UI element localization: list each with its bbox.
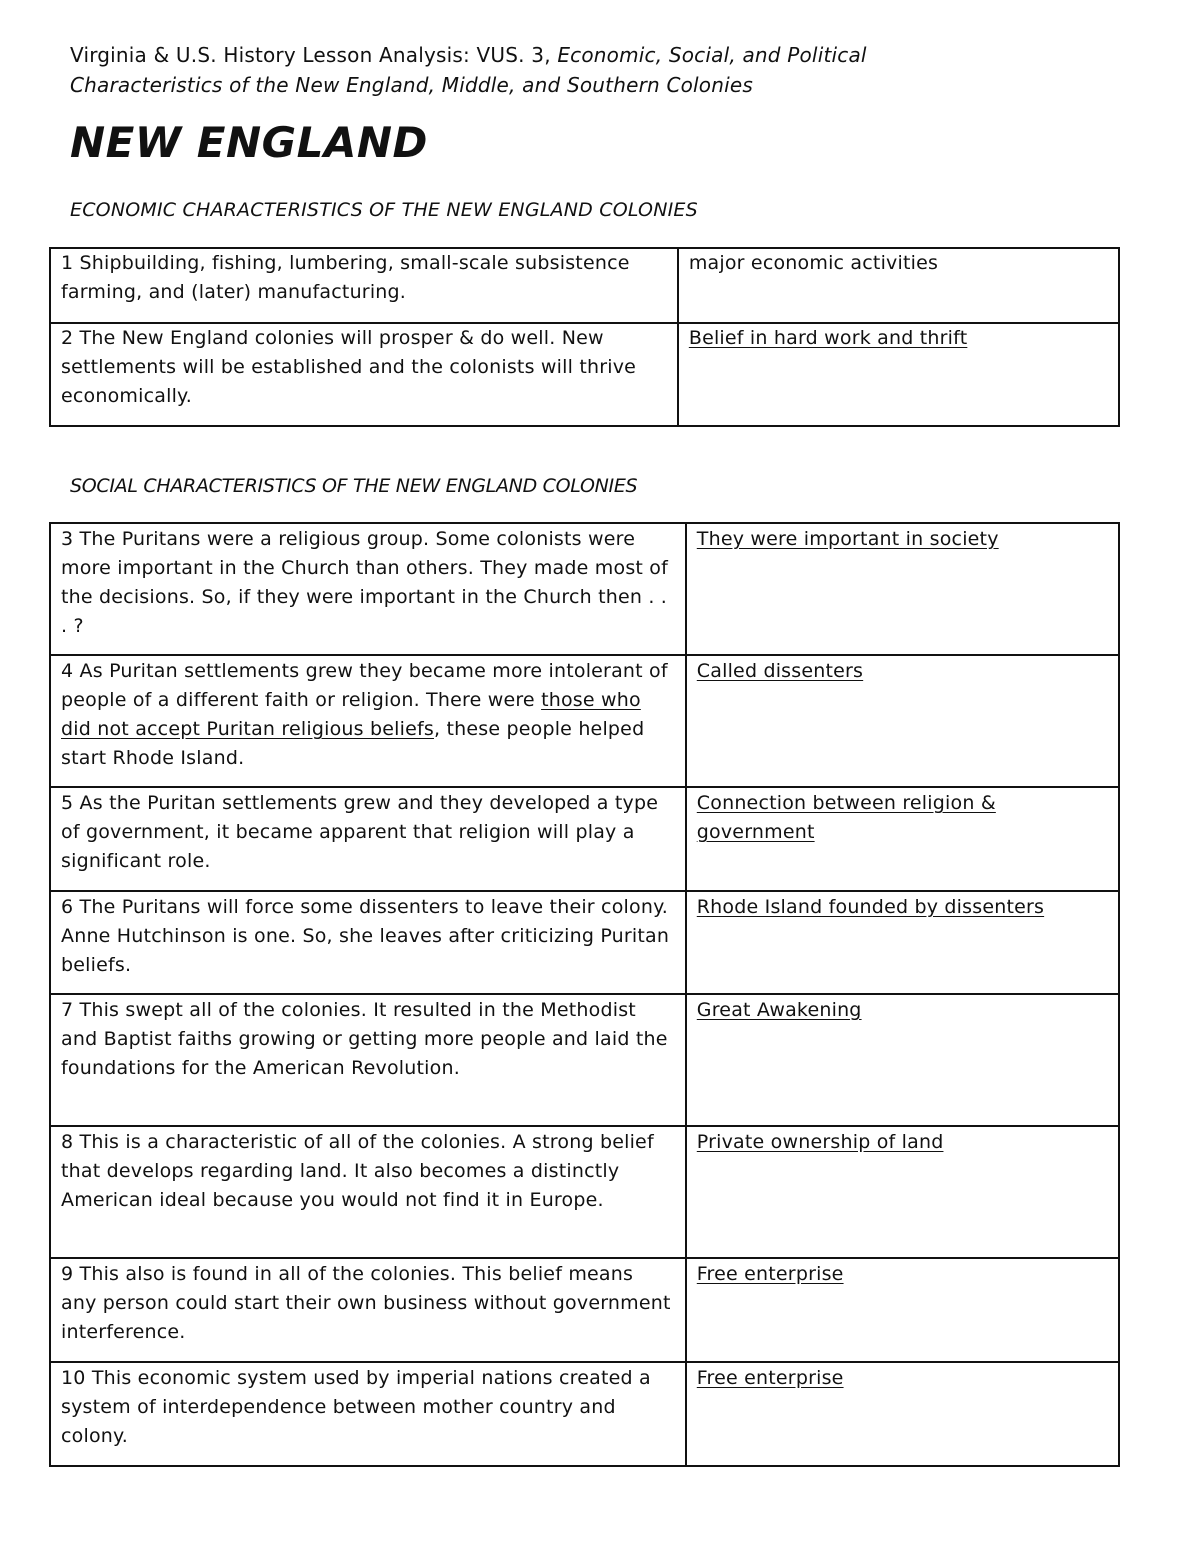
question-text-underlined: those who did not accept Puritan religious beliefs: [61, 689, 641, 740]
question-cell: 7 This swept all of the colonies. It resulted in the Methodist and Baptist faiths growing or getting more people and laid the foundations for the American Revolution.: [50, 994, 686, 1126]
answer-text: Great Awakening: [696, 999, 862, 1021]
answer-text: Private ownership of land: [696, 1131, 944, 1153]
page-title: NEW ENGLAND: [70, 118, 428, 167]
answer-cell: [686, 1258, 1119, 1362]
answer-text: Rhode Island founded by dissenters: [696, 896, 1045, 918]
answer-cell: [678, 248, 1119, 323]
answer-cell: [686, 1362, 1119, 1466]
question-cell: 3 The Puritans were a religious group. Some colonists were more important in the Church than others. They made most of the decisions. So, if they were important in the Church then . . . ?: [50, 523, 686, 655]
answer-cell: [686, 787, 1119, 891]
header-line-2: Characteristics of the New England, Middle, and Southern Colonies: [70, 73, 753, 97]
answer-cell: [686, 994, 1119, 1126]
answer-cell: [686, 1126, 1119, 1258]
table-row: [50, 1258, 1119, 1362]
header-plain-text: Virginia & U.S. History Lesson Analysis: VUS. 3,: [70, 43, 558, 67]
answer-text: They were important in society: [696, 528, 999, 550]
table-row: [50, 323, 1119, 426]
header-line-1: [70, 40, 1150, 70]
question-cell: 1 Shipbuilding, fishing, lumbering, small-scale subsistence farming, and (later) manufacturing.: [50, 248, 678, 323]
table-row: [50, 523, 1119, 655]
question-text-before: 4 As Puritan settlements grew they became more intolerant of people of a different faith or religion. There were: [61, 660, 668, 711]
question-cell: 9 This also is found in all of the colonies. This belief means any person could start their own business without government interference.: [50, 1258, 686, 1362]
answer-text: Free enterprise: [696, 1263, 844, 1285]
answer-cell: [686, 523, 1119, 655]
table-row: [50, 891, 1119, 994]
question-cell: [50, 655, 686, 787]
table-row: [50, 1362, 1119, 1466]
social-table: [49, 522, 1120, 1467]
question-text-after: , these people helped start Rhode Island.: [61, 718, 645, 769]
answer-text: Connection between religion & government: [696, 792, 996, 843]
answer-text: Belief in hard work and thrift: [688, 327, 968, 349]
question-cell: 8 This is a characteristic of all of the colonies. A strong belief that develops regarding land. It also becomes a distinctly American ideal because you would not find it in Europe.: [50, 1126, 686, 1258]
document-header: [70, 40, 1150, 100]
question-cell: 6 The Puritans will force some dissenters to leave their colony. Anne Hutchinson is one. So, she leaves after criticizing Puritan beliefs.: [50, 891, 686, 994]
table-row: [50, 655, 1119, 787]
table-row: [50, 1126, 1119, 1258]
answer-cell: [686, 655, 1119, 787]
answer-text: Called dissenters: [696, 660, 864, 682]
table-row: [50, 248, 1119, 323]
economic-table: [49, 247, 1120, 427]
table-row: [50, 787, 1119, 891]
answer-cell: [686, 891, 1119, 994]
answer-text: major economic activities: [688, 252, 939, 274]
economic-section-heading: ECONOMIC CHARACTERISTICS OF THE NEW ENGLAND COLONIES: [70, 199, 698, 221]
answer-text: Free enterprise: [696, 1367, 844, 1389]
question-cell: 10 This economic system used by imperial nations created a system of interdependence between mother country and colony.: [50, 1362, 686, 1466]
social-section-heading: SOCIAL CHARACTERISTICS OF THE NEW ENGLAND COLONIES: [70, 475, 638, 497]
question-cell: 2 The New England colonies will prosper & do well. New settlements will be established and the colonists will thrive economically.: [50, 323, 678, 426]
answer-cell: [678, 323, 1119, 426]
question-cell: 5 As the Puritan settlements grew and they developed a type of government, it became apparent that religion will play a significant role.: [50, 787, 686, 891]
table-row: [50, 994, 1119, 1126]
header-italic-text: Economic, Social, and Political: [557, 43, 867, 67]
